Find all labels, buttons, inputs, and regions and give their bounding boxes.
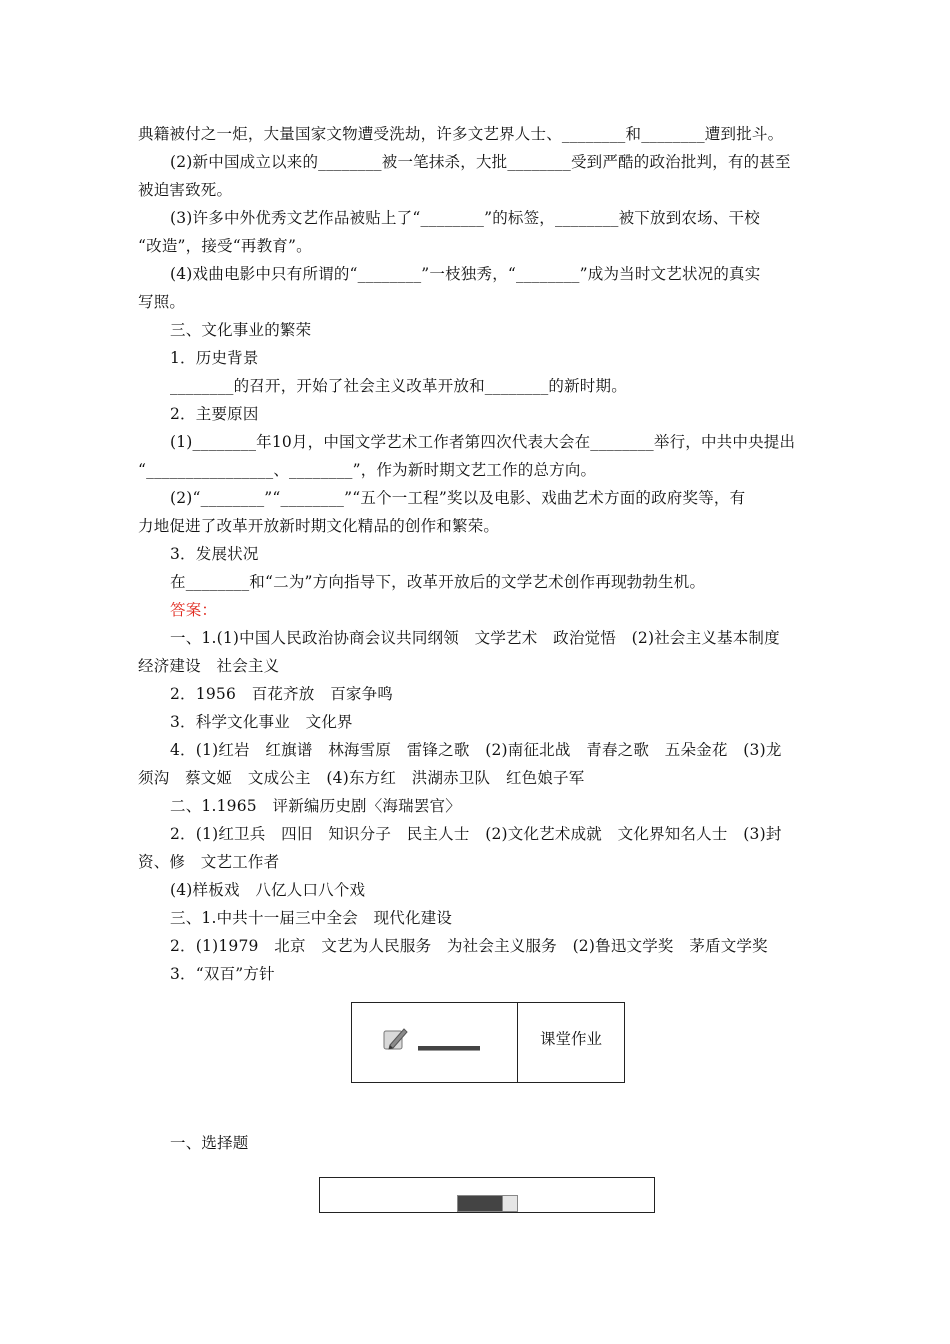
answer-line: 2．(1)1979 北京 文艺为人民服务 为社会主义服务 (2)鲁迅文学奖 茅盾文学奖 <box>170 937 768 955</box>
answer-line: 3．科学文化事业 文化界 <box>170 713 353 731</box>
text-line: (1)________年10月，中国文学艺术工作者第四次代表大会在________举行，中共中央提出 <box>170 433 796 451</box>
homework-banner <box>351 1002 625 1083</box>
section-title: 一、选择题 <box>170 1134 249 1152</box>
subsection-heading: 2．主要原因 <box>170 405 259 423</box>
text-line: (2)新中国成立以来的________被一笔抹杀，大批________受到严酷的政治批判，有的甚至 <box>170 153 791 171</box>
pencil-icon <box>382 1025 410 1053</box>
text-line: (3)许多中外优秀文艺作品被贴上了“________”的标签，________被下放到农场、干校 <box>170 209 760 227</box>
answer-line: 3．“双百”方针 <box>170 965 275 983</box>
text-line: 在________和“二为”方向指导下，改革开放后的文学艺术创作再现勃勃生机。 <box>170 573 706 591</box>
homework-label: 课堂作业 <box>539 1030 602 1048</box>
answer-line: 三、1.中共十一届三中全会 现代化建设 <box>170 909 453 927</box>
answer-line: 一、1.(1)中国人民政治协商会议共同纲领 文学艺术 政治觉悟 (2)社会主义基本制度 <box>170 629 780 647</box>
text-line: (4)戏曲电影中只有所谓的“________”一枝独秀，“________”成为当时文艺状况的真实 <box>170 265 761 283</box>
text-line: ________的召开，开始了社会主义改革开放和________的新时期。 <box>170 377 627 395</box>
answer-line: 2．1956 百花齐放 百家争鸣 <box>170 685 394 703</box>
subsection-heading: 3．发展状况 <box>170 545 259 563</box>
answer-heading: 答案： <box>170 601 218 619</box>
answer-line: (4)样板戏 八亿人口八个戏 <box>170 881 366 899</box>
decorative-bar <box>418 1046 480 1051</box>
answer-line: 4．(1)红岩 红旗谱 林海雪原 雷锋之歌 (2)南征北战 青春之歌 五朵金花 (3)龙 <box>170 741 782 759</box>
answer-line: 经济建设 社会主义 <box>138 657 280 675</box>
answer-line: 资、修 文艺工作者 <box>138 853 280 871</box>
text-line: 被迫害致死。 <box>138 181 233 199</box>
text-line: 力地促进了改革开放新时期文化精品的创作和繁荣。 <box>138 517 500 535</box>
section-banner <box>319 1177 655 1213</box>
text-line: (2)“________”“________”“五个一工程”奖以及电影、戏曲艺术方面的政府奖等，有 <box>170 489 746 507</box>
answer-line: 二、1.1965 评新编历史剧〈海瑞罢官〉 <box>170 797 461 815</box>
answer-line: 须沟 蔡文姬 文成公主 (4)东方红 洪湖赤卫队 红色娘子军 <box>138 769 585 787</box>
answer-line: 2．(1)红卫兵 四旧 知识分子 民主人士 (2)文化艺术成就 文化界知名人士 (3)封 <box>170 825 782 843</box>
subsection-heading: 1．历史背景 <box>170 349 259 367</box>
text-line: 典籍被付之一炬，大量国家文物遭受洗劫，许多文艺界人士、________和________遭到批斗。 <box>138 125 784 143</box>
text-line: “________________、________”，作为新时期文艺工作的总方向。 <box>138 461 597 479</box>
text-line: “改造”，接受“再教育”。 <box>138 237 312 255</box>
section-heading: 三、文化事业的繁荣 <box>170 321 312 339</box>
text-line: 写照。 <box>138 293 186 311</box>
banner-tab-end <box>502 1195 518 1212</box>
